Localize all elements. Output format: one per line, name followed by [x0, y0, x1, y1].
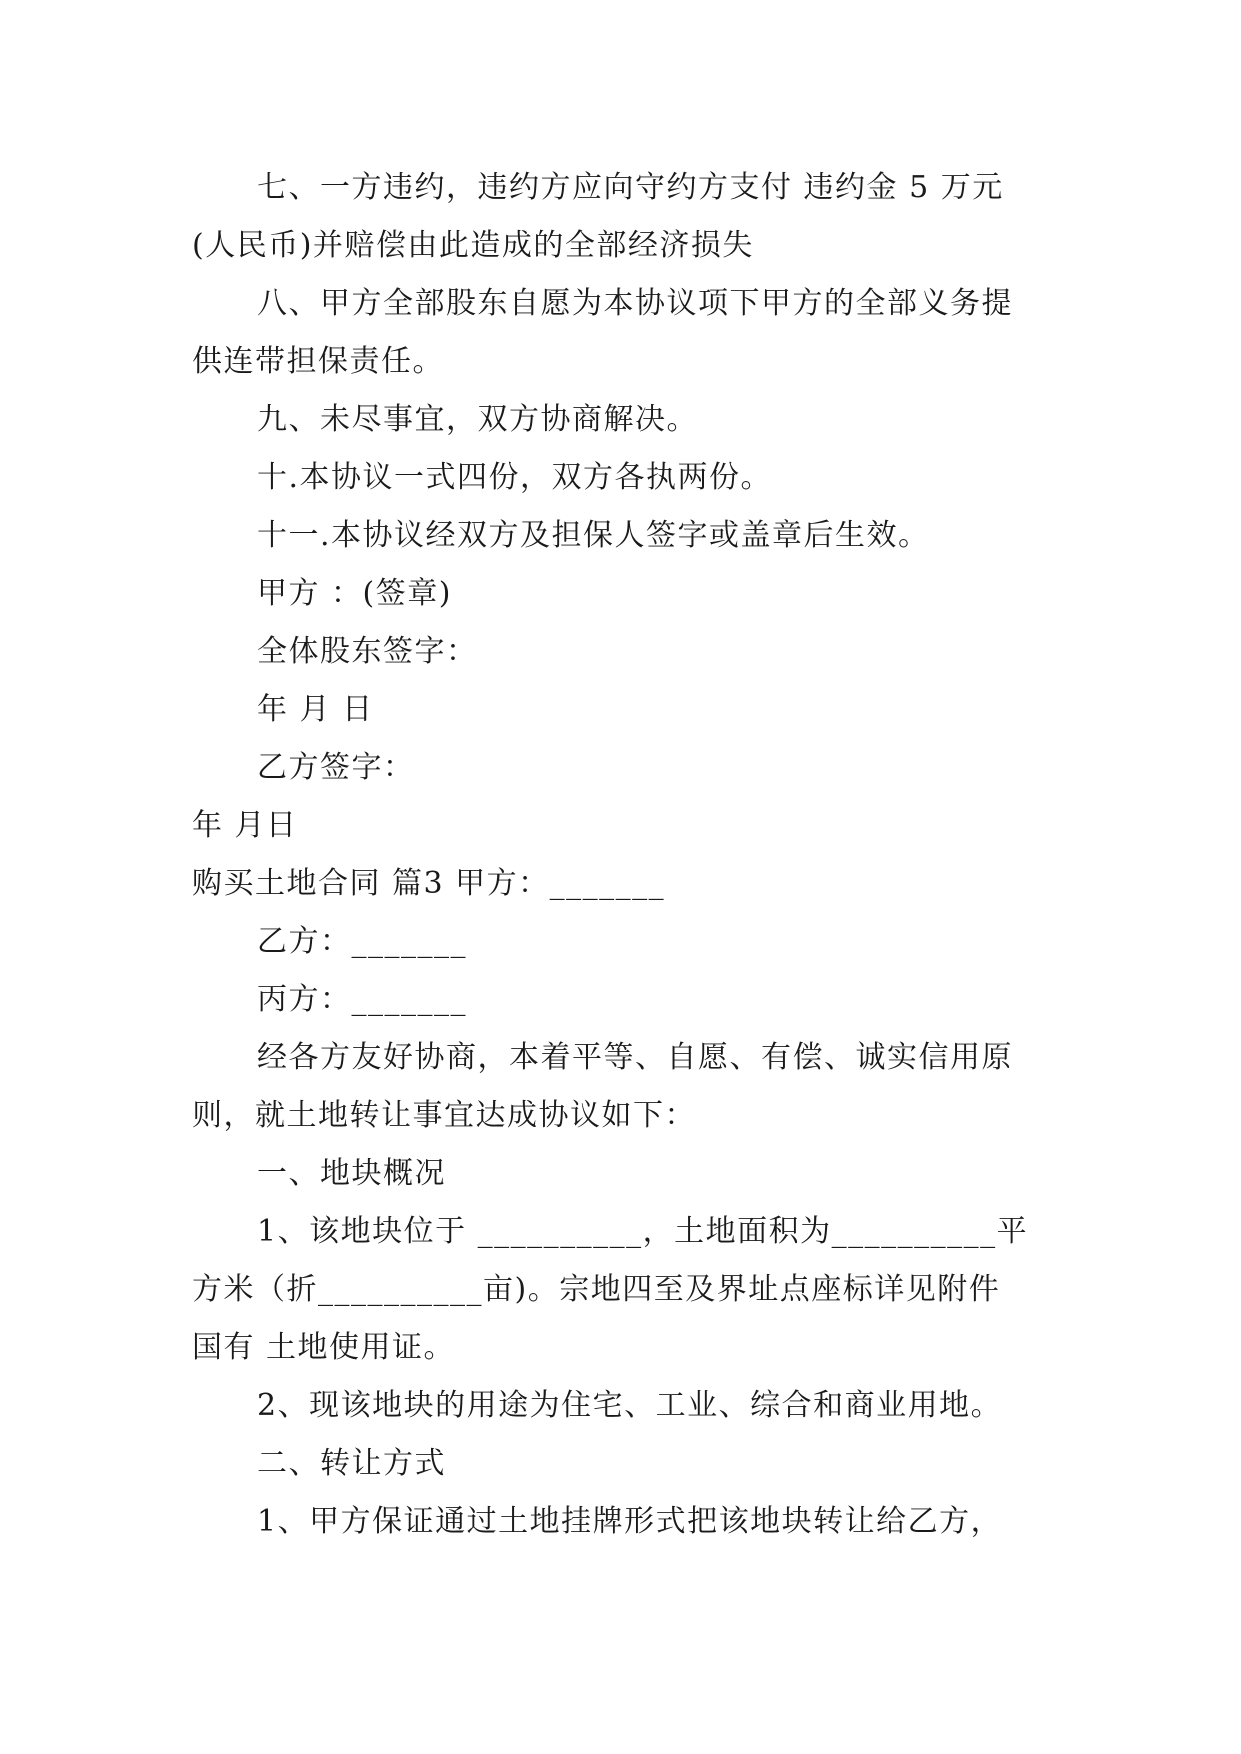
preamble-line-1: 经各方友好协商，本着平等、自愿、有偿、诚实信用原 — [257, 1040, 1013, 1075]
date-line-2: 年 月日 — [192, 808, 298, 843]
item-2-line: 2、现该地块的用途为住宅、工业、综合和商业用地。 — [257, 1388, 1003, 1423]
party-a-seal-label: 甲方 ：(签章) — [257, 576, 452, 611]
item-1-line-3: 国有 土地使用证。 — [192, 1330, 456, 1365]
shareholders-signature-label: 全体股东签字： — [257, 634, 478, 669]
item-1-line-2: 方米（折__________亩)。宗地四至及界址点座标详见附件 — [192, 1272, 1001, 1307]
section-2-item-1: 1、甲方保证通过土地挂牌形式把该地块转让给乙方， — [257, 1504, 1003, 1539]
clause-8-line-2: 供连带担保责任。 — [192, 344, 444, 379]
party-b-signature-label: 乙方签字： — [257, 750, 415, 785]
section-2-heading: 二、转让方式 — [257, 1446, 446, 1481]
party-c-line: 丙方：_______ — [257, 982, 467, 1017]
clause-8-line-1: 八、甲方全部股东自愿为本协议项下甲方的全部义务提 — [257, 286, 1013, 321]
clause-9: 九、未尽事宜，双方协商解决。 — [257, 402, 698, 437]
date-line-1: 年 月 日 — [257, 692, 374, 727]
section-1-heading: 一、地块概况 — [257, 1156, 446, 1191]
clause-7-line-1: 七、一方违约，违约方应向守约方支付 违约金 5 万元 — [257, 170, 1004, 205]
clause-7-line-2: (人民币)并赔偿由此造成的全部经济损失 — [192, 228, 754, 263]
party-b-line: 乙方：_______ — [257, 924, 467, 959]
item-1-line-1: 1、该地块位于 __________，土地面积为__________平 — [257, 1214, 1029, 1249]
contract-3-heading: 购买土地合同 篇3 甲方：_______ — [192, 866, 666, 901]
clause-11: 十一.本协议经双方及担保人签字或盖章后生效。 — [257, 518, 930, 553]
preamble-line-2: 则，就土地转让事宜达成协议如下： — [192, 1098, 696, 1133]
clause-10: 十.本协议一式四份，双方各执两份。 — [257, 460, 773, 495]
